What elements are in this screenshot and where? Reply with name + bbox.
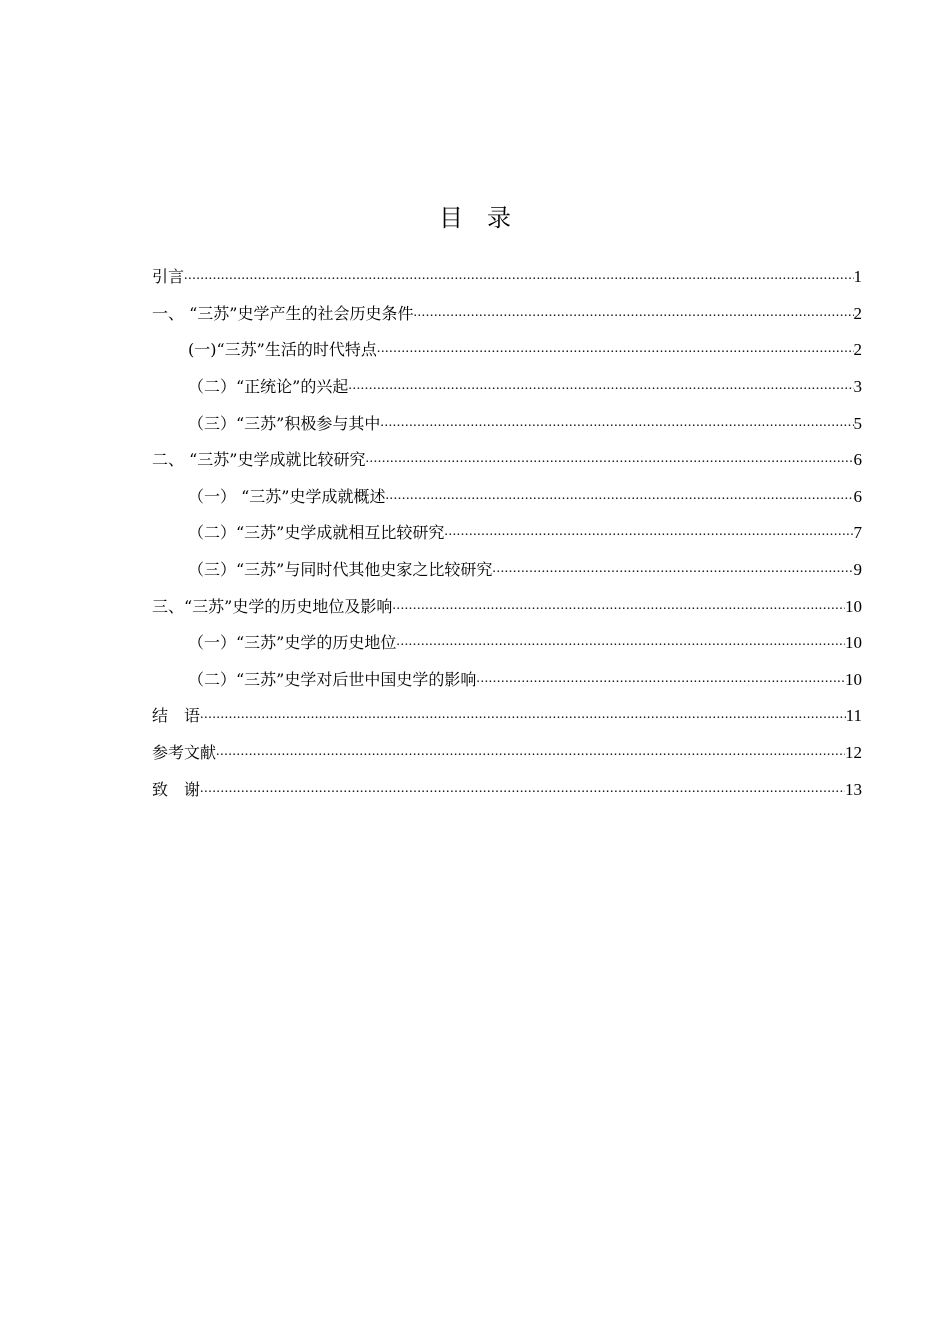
toc-entry-page: 2 [853, 303, 862, 323]
table-of-contents [152, 259, 862, 808]
dot-leader [377, 340, 854, 360]
toc-subentry[interactable] [152, 479, 862, 516]
toc-entry-page: 10 [845, 669, 862, 689]
toc-subentry[interactable] [152, 369, 862, 406]
toc-subentry[interactable] [152, 662, 862, 699]
toc-entry-page: 10 [845, 633, 862, 653]
toc-entry[interactable] [152, 296, 862, 333]
toc-entry-page: 2 [853, 340, 862, 360]
toc-entry-label: 参考文献 [152, 743, 217, 763]
toc-entry-label: （一）“三苏”史学的历史地位 [188, 633, 397, 653]
toc-entry-page: 9 [853, 560, 862, 580]
toc-entry-page: 6 [853, 450, 862, 470]
dot-leader [413, 304, 853, 324]
dot-leader [476, 670, 845, 690]
dot-leader [385, 487, 853, 507]
dot-leader [348, 377, 853, 397]
dot-leader [492, 560, 853, 580]
toc-entry-page: 10 [845, 596, 862, 616]
toc-entry-page: 13 [845, 779, 862, 799]
toc-entry-label: 三、“三苏”史学的历史地位及影响 [152, 596, 393, 616]
toc-entry[interactable] [152, 588, 862, 625]
toc-subentry[interactable] [152, 405, 862, 442]
toc-entry-page: 3 [853, 377, 862, 397]
toc-entry-label: 二、 “三苏”史学成就比较研究 [152, 450, 366, 470]
toc-entry[interactable] [152, 442, 862, 479]
toc-entry-label: 结 语 [152, 706, 201, 726]
dot-leader [392, 597, 845, 617]
toc-entry-label: （三）“三苏”与同时代其他史家之比较研究 [188, 560, 493, 580]
dot-leader [216, 743, 845, 763]
dot-leader [184, 267, 853, 287]
dot-leader [200, 780, 845, 800]
toc-entry-label: （三）“三苏”积极参与其中 [188, 413, 381, 433]
toc-entry[interactable] [152, 259, 862, 296]
toc-entry-label: 引言 [152, 267, 185, 287]
toc-entry-label: （二）“三苏”史学成就相互比较研究 [188, 523, 445, 543]
toc-entry-label: 一、 “三苏”史学产生的社会历史条件 [152, 303, 414, 323]
toc-entry-label: (一)“三苏”生活的时代特点 [188, 340, 377, 360]
toc-entry[interactable] [152, 735, 862, 772]
toc-subentry[interactable] [152, 625, 862, 662]
dot-leader [200, 706, 846, 726]
toc-title: 目录 [439, 204, 535, 232]
toc-entry-page: 1 [853, 267, 862, 287]
toc-entry-label: （一） “三苏”史学成就概述 [188, 486, 386, 506]
toc-subentry[interactable] [152, 515, 862, 552]
toc-entry-page: 6 [853, 486, 862, 506]
toc-entry[interactable] [152, 771, 862, 808]
toc-entry-label: 致 谢 [152, 779, 201, 799]
dot-leader [396, 633, 845, 653]
toc-entry-page: 12 [845, 743, 862, 763]
toc-entry-page: 11 [845, 706, 862, 726]
toc-entry-label: （二）“正统论”的兴起 [188, 377, 349, 397]
dot-leader [444, 523, 853, 543]
toc-entry-label: （二）“三苏”史学对后世中国史学的影响 [188, 669, 477, 689]
toc-entry[interactable] [152, 698, 862, 735]
dot-leader [380, 414, 853, 434]
toc-entry-page: 7 [853, 523, 862, 543]
dot-leader [365, 450, 853, 470]
toc-subentry[interactable] [152, 332, 862, 369]
toc-subentry[interactable] [152, 552, 862, 589]
toc-entry-page: 5 [853, 413, 862, 433]
